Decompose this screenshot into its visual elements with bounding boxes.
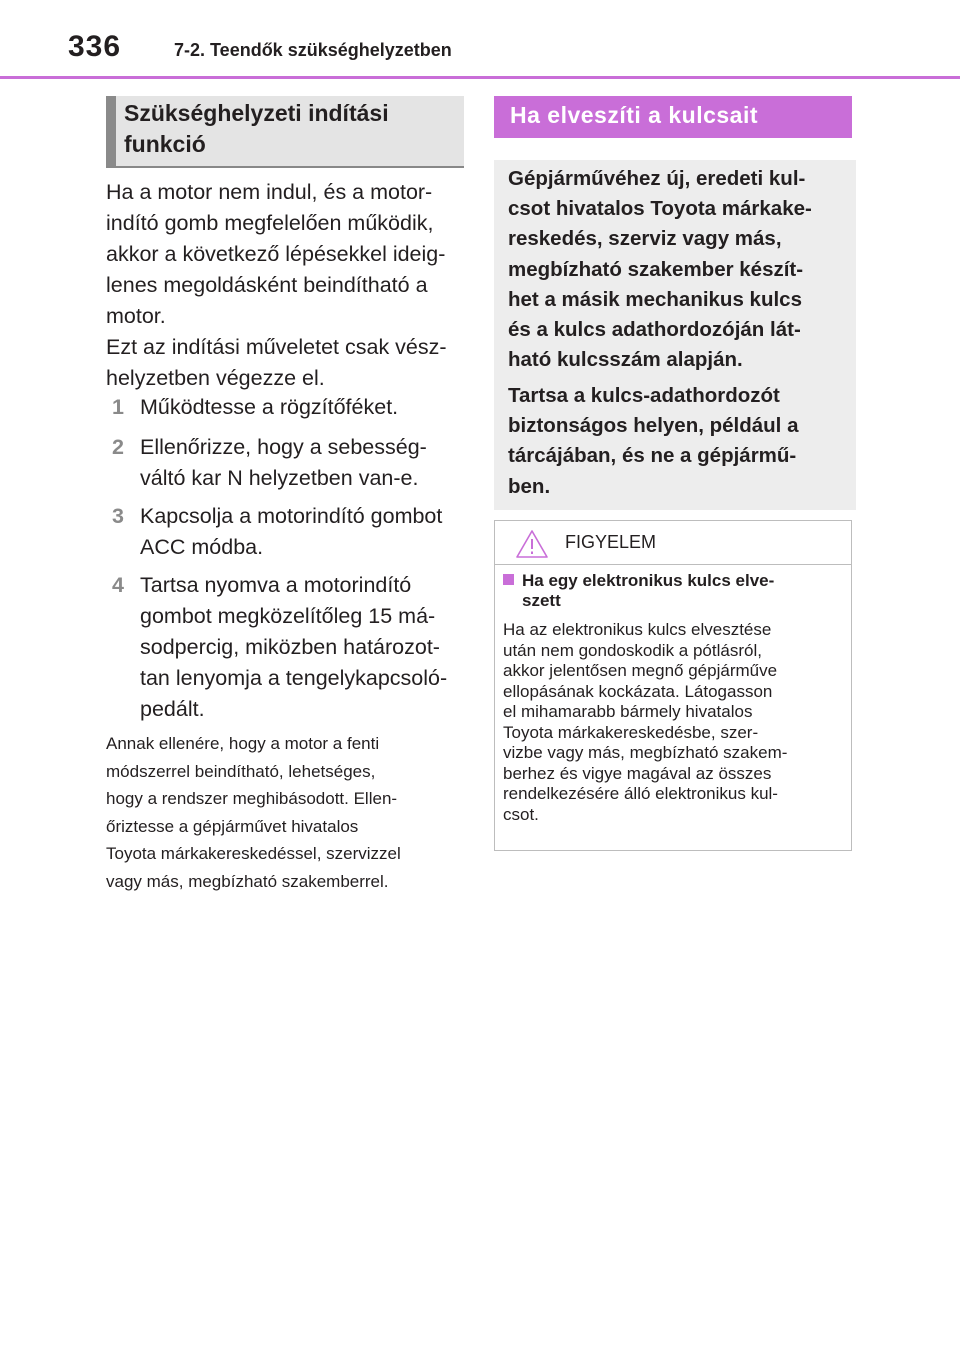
- bullet-square-icon: [503, 574, 514, 585]
- text-line: tárcájában, és ne a gépjármű-: [508, 444, 797, 468]
- header-divider: [0, 76, 960, 79]
- text-line: het a másik mechanikus kulcs: [508, 287, 802, 311]
- heading-text: Ha elveszíti a kulcsait: [510, 102, 759, 128]
- text-line: rendelkezésére álló elektronikus kul-: [503, 784, 778, 803]
- text-line: Toyota márkakereskedéssel, szervizzel: [106, 844, 401, 863]
- heading-line: funkció: [124, 131, 206, 157]
- text-line: és a kulcs adathordozóján lát-: [508, 318, 801, 342]
- text-line: vizbe vagy más, megbízható szakem-: [503, 743, 788, 762]
- step-number: 4: [112, 573, 124, 597]
- text-line: ben.: [508, 474, 551, 498]
- text-line: vagy más, megbízható szakemberrel.: [106, 871, 389, 891]
- info-paragraph-2: [508, 381, 844, 502]
- text-line: el mihamarabb bármely hivatalos: [503, 702, 753, 721]
- text-line: őriztesse a gépjárművet hivatalos: [106, 816, 359, 836]
- text-line: Ezt az indítási műveletet csak vész-: [106, 335, 447, 359]
- text-line: motor.: [106, 304, 166, 328]
- step-number: 3: [112, 504, 124, 528]
- text-line: Ha egy elektronikus kulcs elve-: [522, 571, 775, 590]
- text-line: hogy a rendszer meghibásodott. Ellen-: [106, 789, 398, 808]
- text-line: Tartsa nyomva a motorindító: [140, 573, 412, 597]
- step-text: [140, 432, 470, 494]
- heading-line: Szükséghelyzeti indítási: [124, 100, 389, 126]
- text-line: módszerrel beindítható, lehetséges,: [106, 761, 376, 781]
- text-line: indító gomb megfelelően működik,: [106, 211, 434, 235]
- note-paragraph: [106, 730, 468, 895]
- step-text: [140, 501, 470, 563]
- text-line: Gépjárművéhez új, eredeti kul-: [508, 167, 806, 190]
- text-line: Működtesse a rögzítőféket.: [140, 395, 399, 419]
- warning-label: FIGYELEM: [565, 532, 657, 552]
- heading-text: [124, 98, 454, 160]
- info-box: [494, 160, 856, 510]
- info-paragraph-1: [508, 164, 844, 375]
- text-line: pedált.: [140, 697, 205, 721]
- text-line: ellopásának kockázata. Látogasson: [503, 681, 773, 701]
- text-line: Ha az elektronikus kulcs elvesztése: [503, 620, 772, 639]
- text-line: után nem gondoskodik a pótlásról,: [503, 640, 762, 660]
- step-text: [140, 570, 470, 725]
- text-line: megbízható szakember készít-: [508, 257, 804, 281]
- text-line: szett: [522, 591, 561, 610]
- emergency-start-heading: [106, 96, 464, 168]
- text-line: Tartsa a kulcs-adathordozót: [508, 384, 780, 407]
- text-line: csot hivatalos Toyota márkake-: [508, 197, 812, 221]
- warning-header: [495, 521, 851, 565]
- text-line: reskedés, szerviz vagy más,: [508, 227, 782, 251]
- text-line: tan lenyomja a tengelykapcsoló-: [140, 666, 448, 690]
- text-line: helyzetben végezze el.: [106, 366, 325, 390]
- heading-accent-bar: [106, 96, 116, 166]
- lost-keys-heading: [494, 96, 852, 138]
- text-line: akkor jelentősen megnő gépjárműve: [503, 661, 778, 680]
- warning-body: [503, 620, 833, 825]
- warning-box: [494, 520, 852, 851]
- text-line: ACC módba.: [140, 535, 264, 559]
- subheading-text: [522, 571, 832, 611]
- step-number: 1: [112, 395, 124, 419]
- text-line: csot.: [503, 804, 539, 824]
- text-line: akkor a következő lépésekkel ideig-: [106, 242, 446, 266]
- text-line: Kapcsolja a motorindító gombot: [140, 504, 443, 528]
- intro-paragraph: [106, 177, 468, 394]
- text-line: biztonságos helyen, például a: [508, 414, 799, 438]
- page-number: 336: [68, 30, 122, 63]
- text-line: berhez és vigye magával az összes: [503, 763, 772, 783]
- text-line: Ellenőrizze, hogy a sebesség-: [140, 435, 427, 459]
- step-number: 2: [112, 435, 124, 459]
- step-text: [140, 392, 470, 423]
- text-line: lenes megoldásként beindítható a: [106, 273, 428, 297]
- text-line: sodpercig, miközben határozot-: [140, 635, 440, 659]
- text-line: gombot megközelítőleg 15 má-: [140, 604, 436, 628]
- text-line: Ha a motor nem indul, és a motor-: [106, 180, 433, 204]
- text-line: ható kulcsszám alapján.: [508, 348, 743, 372]
- text-line: Annak ellenére, hogy a motor a fenti: [106, 734, 380, 753]
- text-line: Toyota márkakereskedésbe, szer-: [503, 722, 759, 742]
- text-line: váltó kar N helyzetben van-e.: [140, 466, 419, 490]
- warning-triangle-icon: [515, 529, 549, 559]
- section-title: 7-2. Teendők szükséghelyzetben: [174, 40, 452, 60]
